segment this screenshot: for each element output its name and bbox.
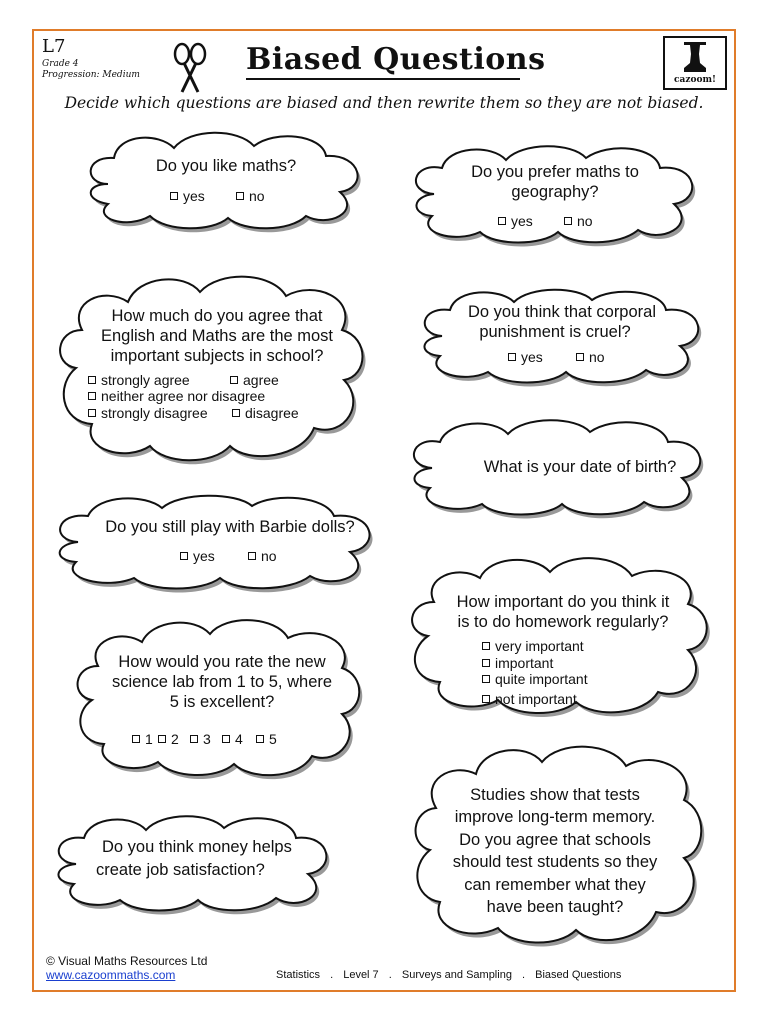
- checkbox-icon: [482, 642, 490, 650]
- breadcrumb-item: Biased Questions: [535, 969, 622, 981]
- website-link[interactable]: www.cazoommaths.com: [46, 968, 176, 982]
- checkbox-icon: [248, 552, 256, 560]
- breadcrumb-separator: .: [522, 969, 526, 981]
- question-8-line-3: 5 is excellent?: [169, 693, 275, 711]
- cloud-question-10: [46, 810, 346, 916]
- option-yes[interactable]: yes: [170, 188, 205, 204]
- option-no[interactable]: no: [564, 213, 593, 229]
- progression-label: Progression: Medium: [42, 70, 140, 80]
- checkbox-icon: [190, 735, 198, 743]
- cloud-question-3: [52, 268, 372, 468]
- checkbox-icon: [508, 353, 516, 361]
- checkbox-icon: [576, 353, 584, 361]
- breadcrumb-separator: .: [388, 969, 392, 981]
- checkbox-icon: [230, 376, 238, 384]
- option-no[interactable]: no: [576, 349, 605, 365]
- breadcrumb-item: Surveys and Sampling: [401, 969, 512, 981]
- option-strongly-disagree[interactable]: strongly disagree: [88, 405, 208, 421]
- checkbox-icon: [564, 217, 572, 225]
- cloud-question-1: [78, 128, 378, 234]
- checkbox-icon: [132, 735, 140, 743]
- breadcrumb-item: Level 7: [343, 969, 379, 981]
- checkbox-icon: [222, 735, 230, 743]
- question-9-line-2: improve long-term memory.: [454, 808, 656, 827]
- scissors-icon: [170, 42, 210, 94]
- question-10-line-1: Do you think money helps: [102, 838, 292, 856]
- option-yes[interactable]: yes: [508, 349, 543, 365]
- checkbox-icon: [482, 695, 490, 703]
- cloud-question-4: [412, 284, 716, 388]
- question-9-line-4: should test students so they: [452, 853, 658, 872]
- question-5-line-1: What is your date of birth?: [483, 458, 677, 476]
- option-disagree[interactable]: disagree: [232, 405, 299, 421]
- option-rating-2[interactable]: 2: [158, 731, 179, 747]
- breadcrumb-item: Statistics: [276, 969, 321, 981]
- option-no[interactable]: no: [236, 188, 265, 204]
- option-very-important[interactable]: very important: [482, 638, 584, 654]
- question-9-line-5: can remember what they: [464, 875, 646, 894]
- cloud-question-2: [402, 140, 712, 250]
- option-important[interactable]: important: [482, 655, 553, 671]
- checkbox-icon: [88, 392, 96, 400]
- option-rating-5[interactable]: 5: [256, 731, 277, 747]
- cloud-question-6: [46, 490, 390, 594]
- checkbox-icon: [158, 735, 166, 743]
- question-3-line-2: English and Maths are the most: [100, 327, 334, 345]
- option-agree[interactable]: agree: [230, 372, 279, 388]
- checkbox-icon: [482, 675, 490, 683]
- question-9-line-3: Do you agree that schools: [459, 830, 651, 849]
- option-rating-4[interactable]: 4: [222, 731, 243, 747]
- logo-text: cazoom!: [674, 75, 716, 85]
- option-no[interactable]: no: [248, 548, 277, 564]
- checkbox-icon: [498, 217, 506, 225]
- question-4-line-2: punishment is cruel?: [479, 323, 631, 341]
- question-2-line-2: geography?: [511, 183, 599, 201]
- question-8-line-1: How would you rate the new: [118, 653, 326, 671]
- question-3-line-1: How much do you agree that: [111, 307, 323, 325]
- question-10-line-2: create job satisfaction?: [96, 861, 265, 879]
- question-7-line-2: is to do homework regularly?: [457, 613, 669, 631]
- option-rating-3[interactable]: 3: [190, 731, 211, 747]
- question-1-line-1: Do you like maths?: [155, 157, 297, 175]
- level-label: L7: [42, 36, 66, 57]
- checkbox-icon: [180, 552, 188, 560]
- option-rating-1[interactable]: 1: [132, 731, 153, 747]
- checkbox-icon: [88, 376, 96, 384]
- instructions: Decide which questions are biased and then rewrite them so they are not biased.: [64, 94, 704, 112]
- cloud-question-7: [404, 552, 714, 720]
- cloud-question-9: [408, 740, 712, 954]
- title-underline: [246, 78, 520, 80]
- option-yes[interactable]: yes: [498, 213, 533, 229]
- question-9-line-1: Studies show that tests: [470, 786, 640, 804]
- question-4-line-1: Do you think that corporal: [467, 303, 657, 321]
- option-not-important[interactable]: not important: [482, 691, 577, 707]
- checkbox-icon: [256, 735, 264, 743]
- question-6-line-1: Do you still play with Barbie dolls?: [105, 518, 355, 536]
- checkbox-icon: [232, 409, 240, 417]
- checkbox-icon: [88, 409, 96, 417]
- question-9-line-6: have been taught?: [486, 898, 624, 917]
- breadcrumb-separator: .: [330, 969, 334, 981]
- page-title: Biased Questions: [246, 42, 546, 77]
- checkbox-icon: [482, 659, 490, 667]
- option-quite-important[interactable]: quite important: [482, 671, 588, 687]
- grade-label: Grade 4: [42, 59, 79, 69]
- option-strongly-agree[interactable]: strongly agree: [88, 372, 190, 388]
- checkbox-icon: [170, 192, 178, 200]
- option-neither[interactable]: neither agree nor disagree: [88, 388, 265, 404]
- checkbox-icon: [236, 192, 244, 200]
- question-7-line-1: How important do you think it: [456, 593, 670, 611]
- cloud-question-5: [400, 414, 720, 520]
- copyright: © Visual Maths Resources Ltd: [46, 954, 208, 968]
- question-3-line-3: important subjects in school?: [110, 347, 324, 365]
- breadcrumb: [276, 969, 621, 981]
- question-2-line-1: Do you prefer maths to: [471, 163, 639, 181]
- question-8-line-2: science lab from 1 to 5, where: [111, 673, 333, 691]
- cloud-question-8: [70, 614, 366, 784]
- option-yes[interactable]: yes: [180, 548, 215, 564]
